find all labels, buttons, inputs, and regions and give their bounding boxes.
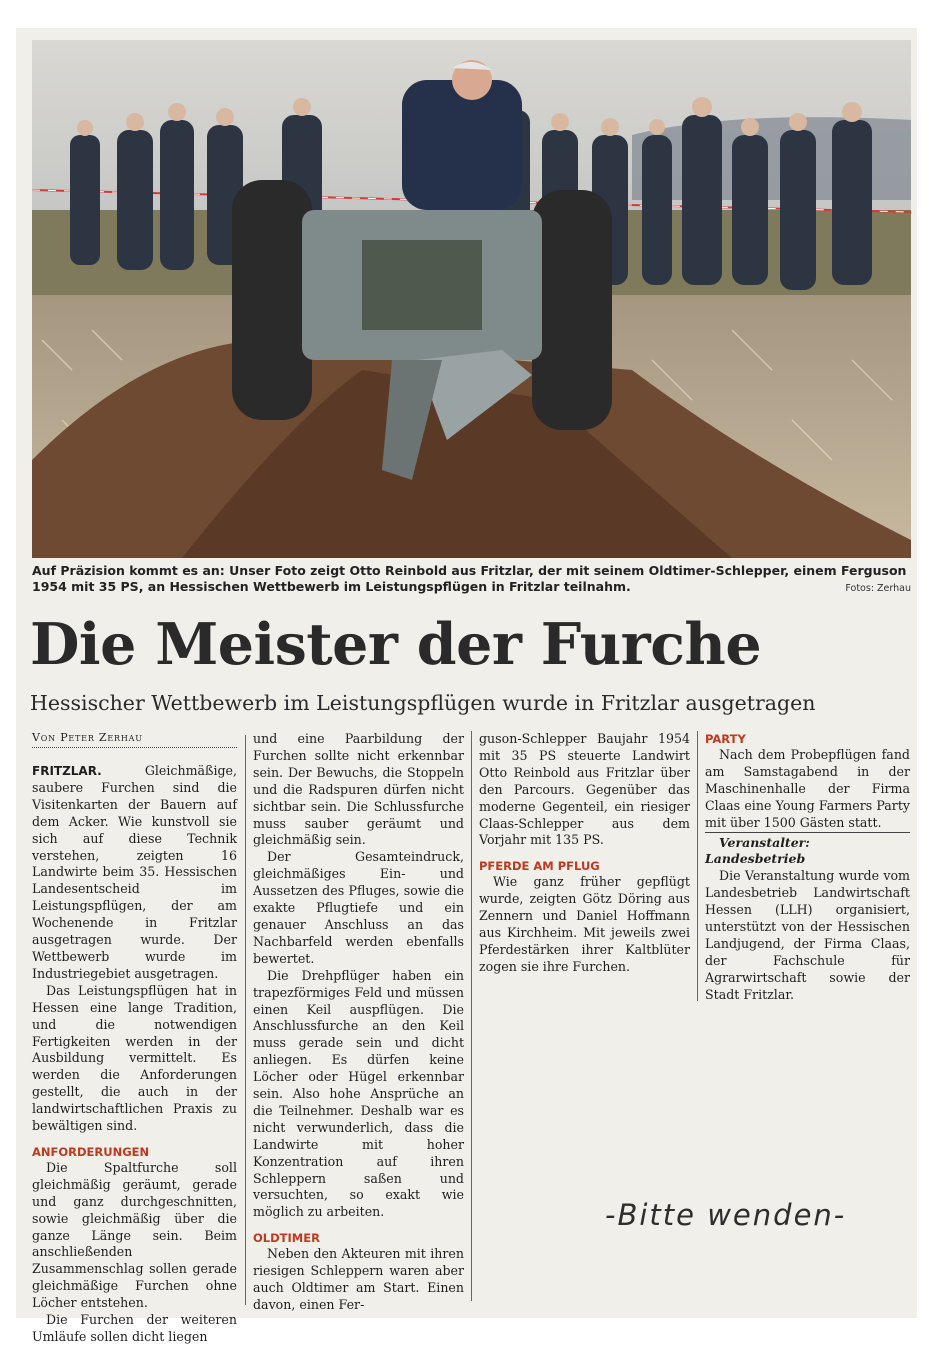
column-divider	[245, 735, 246, 1305]
paragraph: Nach dem Probepflügen fand am Samstagabend in der Maschinenhalle der Firma Claas eine Young Farmers Party mit über 1500 Gästen statt.	[705, 747, 910, 830]
paragraph: Die Veranstaltung wurde vom Landesbetrieb Landwirtschaft Hessen (LLH) organisiert, unterstützt von der Hessischen Landjugend, der Firma Claas, der Fachschule für Agrarwirtschaft sowie der Stadt Fritzlar.	[705, 868, 910, 1002]
article-column-1	[32, 763, 237, 1346]
subsection-heading: Veranstalter: Landesbetrieb	[705, 832, 910, 869]
article-column-2	[253, 731, 464, 1314]
paragraph: Die Drehpflüger haben ein trapezförmiges Feld und müssen einen Keil auspflügen. Die Anschlussfurche an den Keil muss gerade sein und dicht anliegen. Es dürfen keine Löcher oder Hügel erkennbar sein. Also hohe Ansprüche an die Teilnehmer. Deshalb war es nicht verwunderlich, dass die Landwirte mit hoher Konzentration auf ihren Schleppern saßen und versuchten, so exakt wie möglich zu arbeiten.	[253, 967, 464, 1220]
article-column-3	[479, 731, 690, 976]
photo-caption: Auf Präzision kommt es an: Unser Foto zeigt Otto Reinbold aus Fritzlar, der mit seinem Oldtimer-Schlepper, einem Ferguson 1954 mit 35 PS, an Hessischen Wettbewerb im Leistungspflügen in Fritzlar teilnahm.	[32, 563, 907, 594]
paragraph: Wie ganz früher gepflügt wurde, zeigten Götz Döring aus Zennern und Daniel Hoffmann aus Kirchheim. Mit jeweils zwei Pferdestärken ihrer Kaltblüter zogen sie ihre Furchen.	[479, 874, 690, 974]
section-heading: PARTY	[705, 732, 746, 746]
handwritten-note: -Bitte wenden-	[605, 1198, 847, 1232]
article-column-4	[705, 731, 910, 1004]
dateline: FRITZLAR.	[32, 764, 102, 778]
paragraph: guson-Schlepper Baujahr 1954 mit 35 PS steuerte Landwirt Otto Reinbold aus Fritzlar über den Parcours. Gegenüber das moderne Gegenteil, ein riesiger Claas-Schlepper aus dem Vorjahr mit 135 PS.	[479, 731, 690, 848]
column-divider	[471, 731, 472, 1301]
column-divider	[697, 731, 698, 1001]
photo-credit: Fotos: Zerhau	[845, 583, 911, 594]
paragraph: Das Leistungspflügen hat in Hessen eine lange Tradition, und die notwendigen Fertigkeiten werden in der Ausbildung vermittelt. Es werden die Anforderungen gestellt, die auch in der landwirtschaftlichen Praxis zu bewältigen sind.	[32, 982, 237, 1134]
paragraph: Die Furchen der weiteren Umläufe sollen dicht liegen	[32, 1312, 237, 1344]
paragraph: Gleichmäßige, saubere Furchen sind die Visitenkarten der Bauern auf dem Acker. Wie kunstvoll sie sich auf diese Technik verstehen, zeigten 16 Landwirte beim 35. Hessischen Landesentscheid im Leistungspflügen, der am Wochenende in Fritzlar ausgetragen wurde. Der Wettbewerb wurde im Industriegebiet ausgetragen.	[32, 763, 237, 981]
section-heading: OLDTIMER	[253, 1231, 320, 1246]
headline: Die Meister der Furche	[30, 611, 762, 678]
byline: Von Peter Zerhau	[32, 731, 237, 748]
paragraph: Die Spaltfurche soll gleichmäßig geräumt, gerade und ganz durchgeschnitten, sowie gleichmäßig über die ganze Länge sein. Beim anschließenden Zusammenschlag sollen gerade gleichmäßige Furchen ohne Löcher entstehen.	[32, 1159, 237, 1311]
article-photo	[32, 40, 911, 558]
paragraph: Neben den Akteuren mit ihren riesigen Schleppern waren aber auch Oldtimer am Start. Einen davon, einen Fer-	[253, 1246, 464, 1312]
paragraph: und eine Paarbildung der Furchen sollte nicht erkennbar sein. Der Bewuchs, die Stoppeln und die Radspuren dürfen nicht sichtbar sein. Die Schlussfurche muss sauber geräumt und gleichmäßig sein.	[253, 731, 464, 848]
section-heading: PFERDE AM PFLUG	[479, 859, 600, 874]
subheadline: Hessischer Wettbewerb im Leistungspflügen wurde in Fritzlar ausgetragen	[30, 691, 816, 715]
paragraph: Der Gesamteindruck, gleichmäßiges Ein- und Aussetzen des Pfluges, sowie die exakte Pflugtiefe und ein genauer Anschluss an das Nachbarfeld werden ebenfalls bewertet.	[253, 849, 464, 966]
tractor-plowing-photo	[32, 40, 911, 558]
section-heading: ANFORDERUNGEN	[32, 1144, 150, 1159]
